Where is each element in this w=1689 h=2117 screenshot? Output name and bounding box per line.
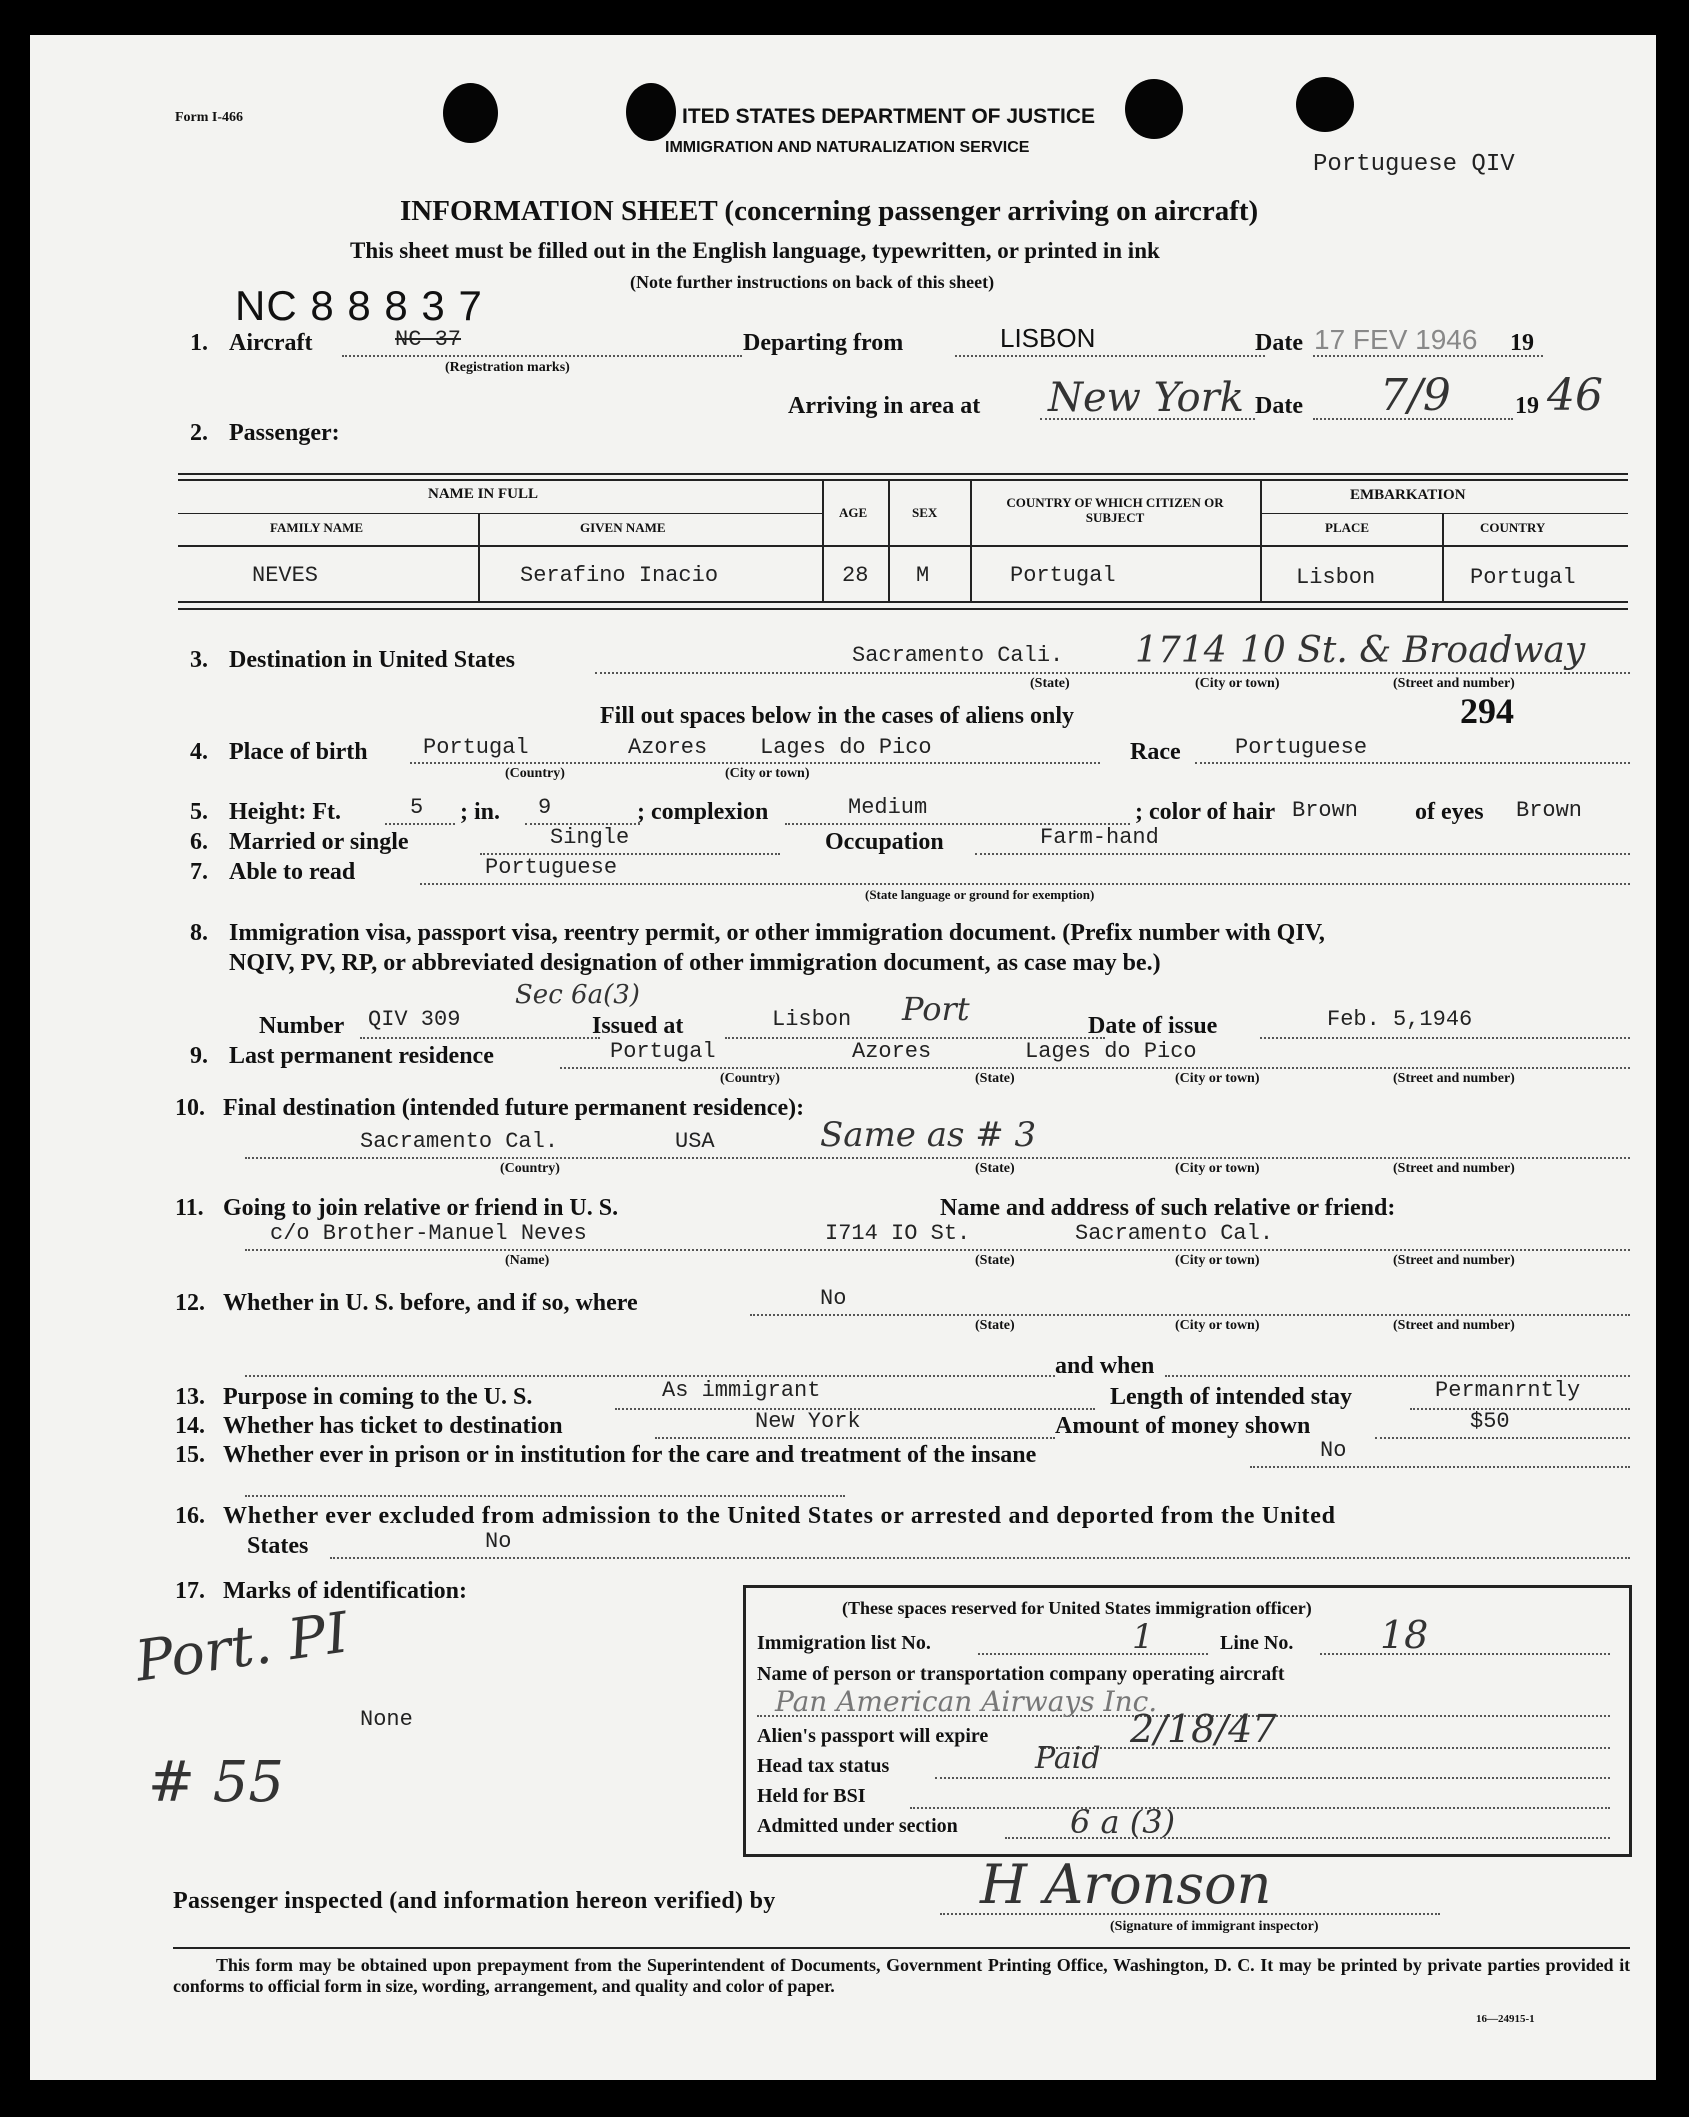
- section-value: 6 a (3): [1070, 1803, 1176, 1841]
- item-number: 10.: [175, 1095, 205, 1121]
- year-prefix: 19: [1515, 393, 1539, 419]
- final-destination-state: USA: [675, 1129, 715, 1154]
- caption: (City or town): [1195, 676, 1280, 691]
- issued-note: Port: [902, 990, 970, 1028]
- caption: (Country): [720, 1071, 780, 1086]
- race-value: Portuguese: [1235, 735, 1368, 760]
- caption: (State): [975, 1071, 1015, 1086]
- date-label: Date: [1255, 393, 1303, 419]
- inspector-signature: H Aronson: [980, 1853, 1272, 1916]
- passport-expire-value: 2/18/47: [1130, 1707, 1277, 1751]
- caption: (State): [975, 1253, 1015, 1268]
- handwritten-port-note: Port. PI: [131, 1600, 353, 1695]
- departing-value: LISBON: [1000, 323, 1096, 353]
- final-destination-label: Final destination (intended future permanent residence):: [223, 1095, 805, 1121]
- inspected-label: Passenger inspected (and information hereon verified) by: [173, 1888, 776, 1914]
- money-label: Amount of money shown: [1055, 1413, 1311, 1439]
- complexion-label: ; complexion: [637, 799, 769, 825]
- tax-label: Head tax status: [757, 1755, 890, 1777]
- embarkation-place-value: Lisbon: [1296, 565, 1376, 590]
- punch-hole: [1125, 79, 1183, 139]
- prison-label: Whether ever in prison or in institution for the care and treatment of the insane: [223, 1442, 1037, 1468]
- caption: (State): [1030, 676, 1070, 691]
- item-number: 2.: [190, 420, 208, 446]
- stay-value: Permanrntly: [1435, 1378, 1581, 1403]
- stay-label: Length of intended stay: [1110, 1384, 1353, 1410]
- item-number: 5.: [190, 799, 208, 825]
- caption: (Signature of immigrant inspector): [1110, 1919, 1319, 1934]
- height-ft: 5: [410, 795, 424, 820]
- line-label: Line No.: [1220, 1632, 1294, 1654]
- destination-street: 10 St. & Broadway: [1240, 630, 1586, 671]
- handwritten-number-note: # 55: [148, 1750, 284, 1815]
- issue-date-value: Feb. 5,1946: [1327, 1007, 1473, 1032]
- item-number: 1.: [190, 330, 208, 356]
- ticket-label: Whether has ticket to destination: [223, 1413, 563, 1439]
- date-label: Date: [1255, 330, 1303, 356]
- residence-city: Lages do Pico: [1025, 1039, 1197, 1064]
- ticket-value: New York: [755, 1409, 861, 1434]
- document-instruction: NQIV, PV, RP, or abbreviated designation of other immigration document, as case may be.): [229, 950, 1161, 976]
- destination-label: Destination in United States: [229, 647, 516, 673]
- aliens-heading: Fill out spaces below in the cases of aliens only: [600, 703, 1075, 729]
- form-instruction: This sheet must be filled out in the English language, typewritten, or printed in ink: [350, 238, 1160, 263]
- height-inches: 9: [538, 795, 552, 820]
- section-label: Admitted under section: [757, 1815, 958, 1837]
- read-label: Able to read: [229, 859, 356, 885]
- caption: (Street and number): [1393, 1161, 1515, 1176]
- department-name: ITED STATES DEPARTMENT OF JUSTICE: [682, 105, 1096, 128]
- caption: (City or town): [1175, 1161, 1260, 1176]
- before-label: Whether in U. S. before, and if so, where: [223, 1290, 638, 1316]
- residence-state: Azores: [852, 1039, 932, 1064]
- caption: (City or town): [1175, 1253, 1260, 1268]
- before-value: No: [820, 1286, 847, 1311]
- footer-text: This form may be obtained upon prepayment from the Superintendent of Documents, Government Printing Office, Washington, D. C. It may be printed by private parties provided it conforms to official form in size, wording, arrangement, and quality and color of paper.: [173, 1955, 1630, 1996]
- item-number: 4.: [190, 739, 208, 765]
- passport-expire-label: Alien's passport will expire: [757, 1725, 989, 1747]
- item-number: 13.: [175, 1384, 205, 1410]
- residence-country: Portugal: [610, 1039, 716, 1064]
- purpose-value: As immigrant: [662, 1378, 821, 1403]
- relative-name-address-label: Name and address of such relative or friend:: [940, 1195, 1396, 1221]
- age-value: 28: [842, 563, 869, 588]
- caption: (State language or ground for exemption): [865, 887, 1095, 902]
- excluded-value: No: [485, 1529, 512, 1554]
- service-name: IMMIGRATION AND NATURALIZATION SERVICE: [665, 139, 1030, 156]
- passenger-label: Passenger:: [229, 420, 340, 446]
- race-label: Race: [1130, 739, 1181, 765]
- purpose-label: Purpose in coming to the U. S.: [223, 1384, 533, 1410]
- marks-value: None: [360, 1707, 413, 1732]
- item-number: 6.: [190, 829, 208, 855]
- form-title: INFORMATION SHEET (concerning passenger arriving on aircraft): [400, 195, 1259, 227]
- document-number-note: Sec 6a(3): [515, 980, 640, 1010]
- item-number: 9.: [190, 1043, 208, 1069]
- excluded-label: States: [247, 1533, 309, 1559]
- marks-label: Marks of identification:: [223, 1578, 467, 1604]
- column-header: GIVEN NAME: [580, 520, 666, 535]
- arrival-year: 46: [1547, 370, 1603, 421]
- aircraft-registration: NC-37: [395, 327, 462, 352]
- complexion-value: Medium: [848, 795, 928, 820]
- family-name-value: NEVES: [252, 563, 319, 588]
- married-value: Single: [550, 825, 630, 850]
- caption: (Street and number): [1393, 1253, 1515, 1268]
- caption: (Street and number): [1393, 676, 1515, 691]
- caption: (Street and number): [1393, 1071, 1515, 1086]
- item-number: 11.: [175, 1195, 204, 1221]
- height-label: Height: Ft.: [229, 799, 341, 825]
- item-number: 14.: [175, 1413, 205, 1439]
- birth-state: Azores: [628, 735, 708, 760]
- item-number: 8.: [190, 920, 208, 946]
- item-number: 17.: [175, 1578, 205, 1604]
- birth-city: Lages do Pico: [760, 735, 932, 760]
- aircraft-label: Aircraft: [229, 330, 313, 356]
- form-number: Form I-466: [175, 110, 244, 125]
- relative-label: Going to join relative or friend in U. S.: [223, 1195, 619, 1221]
- hair-value: Brown: [1292, 798, 1359, 823]
- column-header: COUNTRY OF WHICH CITIZEN OR SUBJECT: [1006, 495, 1224, 525]
- eyes-value: Brown: [1516, 798, 1583, 823]
- money-value: $50: [1470, 1409, 1510, 1434]
- document-instruction: Immigration visa, passport visa, reentry permit, or other immigration document. (Prefix number with QIV,: [229, 920, 1325, 946]
- arrival-date: 7/9: [1380, 370, 1451, 421]
- stamp-number: NC 8 8 8 3 7: [235, 282, 483, 329]
- list-value: 1: [1132, 1617, 1154, 1657]
- departure-date-stamp: 17 FEV 1946: [1314, 324, 1478, 355]
- relative-name: c/o Brother-Manuel Neves: [270, 1221, 587, 1246]
- year-prefix: 19: [1510, 330, 1534, 356]
- caption: (Country): [505, 766, 565, 781]
- prison-value: No: [1320, 1438, 1347, 1463]
- read-value: Portuguese: [485, 855, 618, 880]
- column-header: FAMILY NAME: [270, 520, 364, 535]
- punch-hole: [626, 83, 676, 141]
- birth-country: Portugal: [423, 735, 529, 760]
- final-destination-note: Same as # 3: [820, 1115, 1037, 1155]
- issued-label: Issued at: [592, 1013, 684, 1039]
- company-label: Name of person or transportation company operating aircraft: [757, 1663, 1285, 1685]
- document-number: QIV 309: [368, 1007, 461, 1032]
- citizen-of-value: Portugal: [1010, 563, 1116, 588]
- column-header: COUNTRY: [1480, 520, 1546, 535]
- item-number: 16.: [175, 1503, 205, 1529]
- married-label: Married or single: [229, 829, 409, 855]
- arriving-value: New York: [1048, 375, 1244, 421]
- column-header: SEX: [912, 505, 938, 520]
- form-sheet: [30, 35, 1656, 2080]
- caption: (State): [975, 1318, 1015, 1333]
- issued-at-value: Lisbon: [772, 1007, 852, 1032]
- form-code: 16—24915-1: [1476, 2013, 1535, 2025]
- record-number: 294: [1460, 691, 1514, 731]
- column-header: AGE: [839, 505, 868, 520]
- item-number: 7.: [190, 859, 208, 885]
- caption: (Name): [505, 1253, 550, 1268]
- caption: (Street and number): [1393, 1318, 1515, 1333]
- final-destination-country: Sacramento Cal.: [360, 1129, 559, 1154]
- item-number: 12.: [175, 1290, 205, 1316]
- given-name-value: Serafino Inacio: [520, 563, 719, 588]
- occupation-label: Occupation: [825, 829, 944, 855]
- caption: (Registration marks): [445, 360, 570, 375]
- officer-box-title: (These spaces reserved for United States immigration officer): [842, 1598, 1312, 1618]
- destination-state: Sacramento Cali.: [852, 643, 1064, 668]
- issue-date-label: Date of issue: [1088, 1013, 1218, 1039]
- caption: (State): [975, 1161, 1015, 1176]
- caption: (City or town): [725, 766, 810, 781]
- caption: (City or town): [1175, 1318, 1260, 1333]
- bsi-label: Held for BSI: [757, 1785, 866, 1807]
- when-label: and when: [1055, 1353, 1155, 1379]
- tax-value: Paid: [1035, 1741, 1101, 1776]
- company-value: Pan American Airways Inc.: [775, 1685, 1158, 1718]
- arriving-label: Arriving in area at: [788, 393, 981, 419]
- caption: (Country): [500, 1161, 560, 1176]
- eyes-label: of eyes: [1415, 799, 1484, 825]
- occupation-value: Farm-hand: [1040, 825, 1159, 850]
- punch-hole: [1296, 77, 1354, 132]
- caption: (City or town): [1175, 1071, 1260, 1086]
- list-label: Immigration list No.: [757, 1632, 931, 1654]
- line-value: 18: [1380, 1613, 1429, 1657]
- column-header: PLACE: [1325, 520, 1370, 535]
- departing-label: Departing from: [743, 330, 904, 356]
- column-header: NAME IN FULL: [428, 486, 539, 502]
- item-number: 15.: [175, 1442, 205, 1468]
- residence-label: Last permanent residence: [229, 1043, 494, 1069]
- item-number: 3.: [190, 647, 208, 673]
- excluded-label: Whether ever excluded from admission to the United States or arrested and deported from the United: [223, 1503, 1336, 1529]
- column-header: EMBARKATION: [1350, 487, 1466, 503]
- visa-class: Portuguese QIV: [1313, 151, 1515, 178]
- destination-city: 1714: [1135, 630, 1227, 671]
- relative-city: Sacramento Cal.: [1075, 1221, 1274, 1246]
- embarkation-country-value: Portugal: [1470, 565, 1576, 590]
- number-label: Number: [259, 1013, 345, 1039]
- form-note: (Note further instructions on back of this sheet): [630, 272, 995, 292]
- relative-address: I714 IO St.: [825, 1221, 971, 1246]
- punch-hole: [443, 83, 498, 143]
- height-in-label: ; in.: [460, 799, 501, 825]
- birth-label: Place of birth: [229, 739, 368, 765]
- hair-label: ; color of hair: [1135, 799, 1276, 825]
- sex-value: M: [916, 563, 930, 588]
